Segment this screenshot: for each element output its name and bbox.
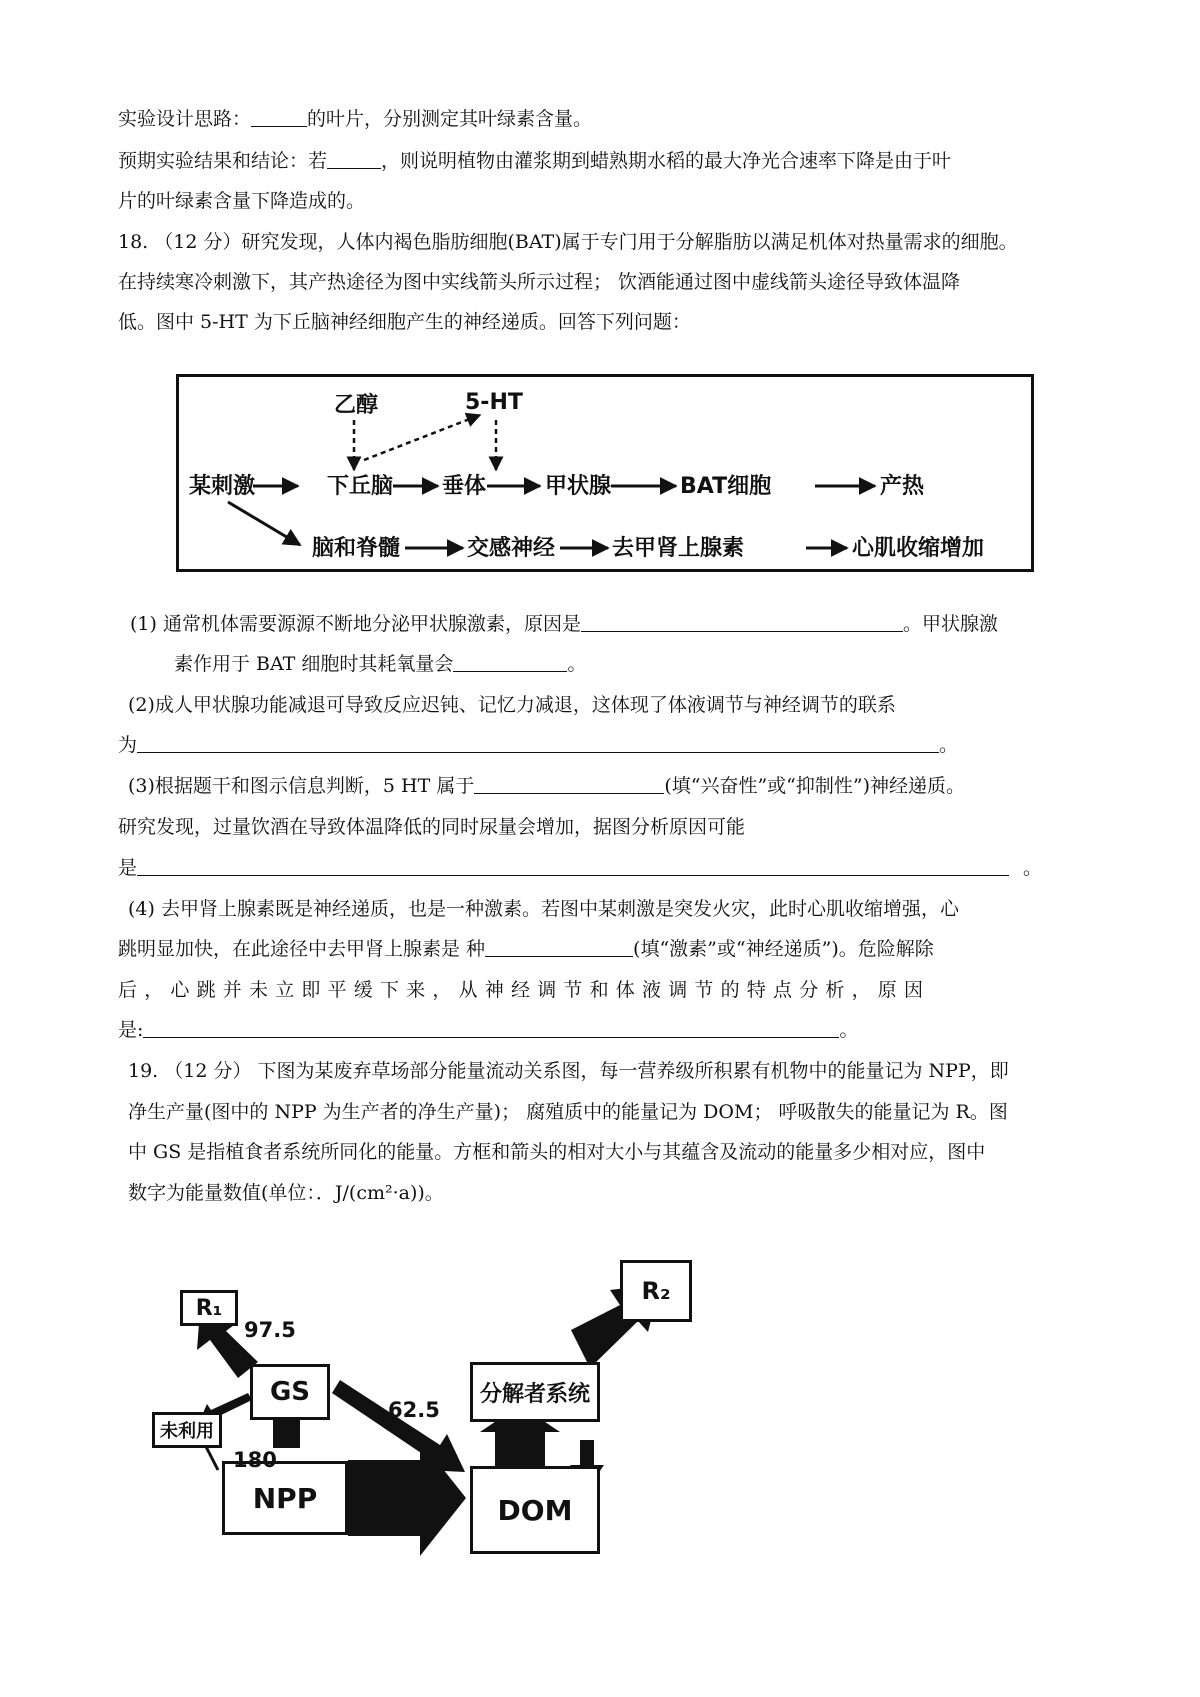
box-decomposer <box>470 1362 600 1422</box>
value-npp-dom: 540 <box>380 1466 424 1490</box>
q18-p3-text-c: 研究发现，过量饮酒在导致体温降低的同时尿量会增加，据图分析原因可能 <box>118 816 746 838</box>
box-r1-label: R₁ <box>195 1295 223 1321</box>
q18-p2-line1: (2)成人甲状腺功能减退可导致反应迟钝、记忆力减退，这体现了体液调节与神经调节的联系 <box>128 694 896 716</box>
box-r1 <box>180 1290 238 1326</box>
q18-intro-line2: 在持续寒冷刺激下，其产热途径为图中实线箭头所示过程； 饮酒能通过图中虚线箭头途径导致体温降 <box>118 271 961 293</box>
value-r1: 97.5 <box>244 1318 296 1342</box>
q18-intro-line1: 18. （12 分）研究发现，人体内褐色脂肪细胞(BAT)属于专门用于分解脂肪以满足机体对热量需求的细胞。 <box>118 231 1018 253</box>
node-pituitary: 垂体 <box>442 474 487 499</box>
node-heart: 心肌收缩增加 <box>852 536 985 561</box>
q19-intro-line3: 中 GS 是指植食者系统所同化的能量。方框和箭头的相对大小与其蕴含及流动的能量多少相对应，图中 <box>128 1141 986 1163</box>
node-ethanol: 乙醇 <box>334 393 379 418</box>
q17-expect-line2: 片的叶绿素含量下降造成的。 <box>118 190 366 212</box>
arrow-gs-dom <box>332 1380 465 1472</box>
box-npp <box>222 1461 348 1535</box>
q18-p3-text-a: (3)根据题干和图示信息判断，5 HT 属于 <box>128 775 475 797</box>
q18-p4-text-f: 。 <box>839 1019 859 1041</box>
q18-p3-text-b: (填“兴奋性”或“抑制性”)神经递质。 <box>664 775 966 797</box>
box-unused-label: 未利用 <box>160 1421 214 1442</box>
box-decomposer-label: 分解者系统 <box>479 1381 590 1407</box>
node-stimulus: 某刺激 <box>189 474 256 499</box>
node-brain-spinal: 脑和脊髓 <box>312 536 401 561</box>
q18-p2-text-c: 。 <box>939 734 959 756</box>
node-bat: BAT细胞 <box>680 474 772 499</box>
q17-design-label: 实验设计思路： <box>118 108 252 130</box>
q18-p4-line1: (4) 去甲肾上腺素既是神经递质，也是一种激素。若图中某刺激是突发火灾，此时心肌收缩增强，心 <box>128 898 959 920</box>
box-npp-label: NPP <box>252 1481 318 1515</box>
box-gs <box>250 1364 330 1420</box>
box-dom-label: DOM <box>497 1493 573 1527</box>
q18-p4-text-b: 跳明显加快，在此途径中去甲肾上腺素是 种 <box>118 938 486 960</box>
q19-intro-line1: 19. （12 分） 下图为某废弃草场部分能量流动关系图，每一营养级所积累有机物中的能量记为 NPP，即 <box>128 1060 1009 1082</box>
value-gs-dom: 62.5 <box>388 1398 440 1422</box>
box-unused <box>152 1412 222 1448</box>
q18-p4-text-e: 是: <box>118 1019 144 1041</box>
node-hypothalamus: 下丘脑 <box>327 474 394 499</box>
q19-intro-line4: 数字为能量数值(单位：．J/(cm²·a))。 <box>128 1182 444 1204</box>
q17-design-tail: 的叶片，分别测定其叶绿素含量。 <box>307 108 593 130</box>
node-thyroid: 甲状腺 <box>545 474 612 499</box>
q17-expect-label: 预期实验结果和结论：若 <box>118 150 328 172</box>
q18-intro-line3: 低。图中 5-HT 为下丘脑神经细胞产生的神经递质。回答下列问题： <box>118 311 691 333</box>
box-gs-label: GS <box>269 1377 311 1407</box>
node-heat: 产热 <box>880 474 925 499</box>
q19-intro-line2: 净生产量(图中的 NPP 为生产者的净生产量)； 腐殖质中的能量记为 DOM； 呼吸散失的能量记为 R。图 <box>128 1101 1008 1123</box>
q18-p3-text-e: 。 <box>1023 857 1043 879</box>
box-dom <box>470 1466 600 1554</box>
node-norepinephrine: 去甲肾上腺素 <box>612 536 745 561</box>
value-npp-gs: 180 <box>233 1448 277 1472</box>
q18-p1-text-b: 。甲状腺激 <box>902 613 998 635</box>
q17-expect-tail: ，则说明植物由灌浆期到蜡熟期水稻的最大净光合速率下降是由于叶 <box>381 150 952 172</box>
q18-p1-text-c: 素作用于 BAT 细胞时其耗氧量会 <box>174 653 454 675</box>
q18-p4-text-c: (填“激素”或“神经递质”)。危险解除 <box>633 938 934 960</box>
q18-p4-text-d: 后，心跳并未立即平缓下来，从神经调节和体液调节的特点分析，原因 <box>118 979 931 1001</box>
q18-p1-text-d: 。 <box>567 653 587 675</box>
node-5ht: 5-HT <box>465 390 523 415</box>
q18-p3-text-d: 是 <box>118 857 138 879</box>
q18-p2-text-b: 为 <box>118 734 138 756</box>
box-r2 <box>620 1260 692 1322</box>
node-sympathetic: 交感神经 <box>467 536 556 561</box>
q18-p1-text: (1) 通常机体需要源源不断地分泌甲状腺激素，原因是 <box>130 613 581 635</box>
box-r2-label: R₂ <box>641 1277 671 1305</box>
